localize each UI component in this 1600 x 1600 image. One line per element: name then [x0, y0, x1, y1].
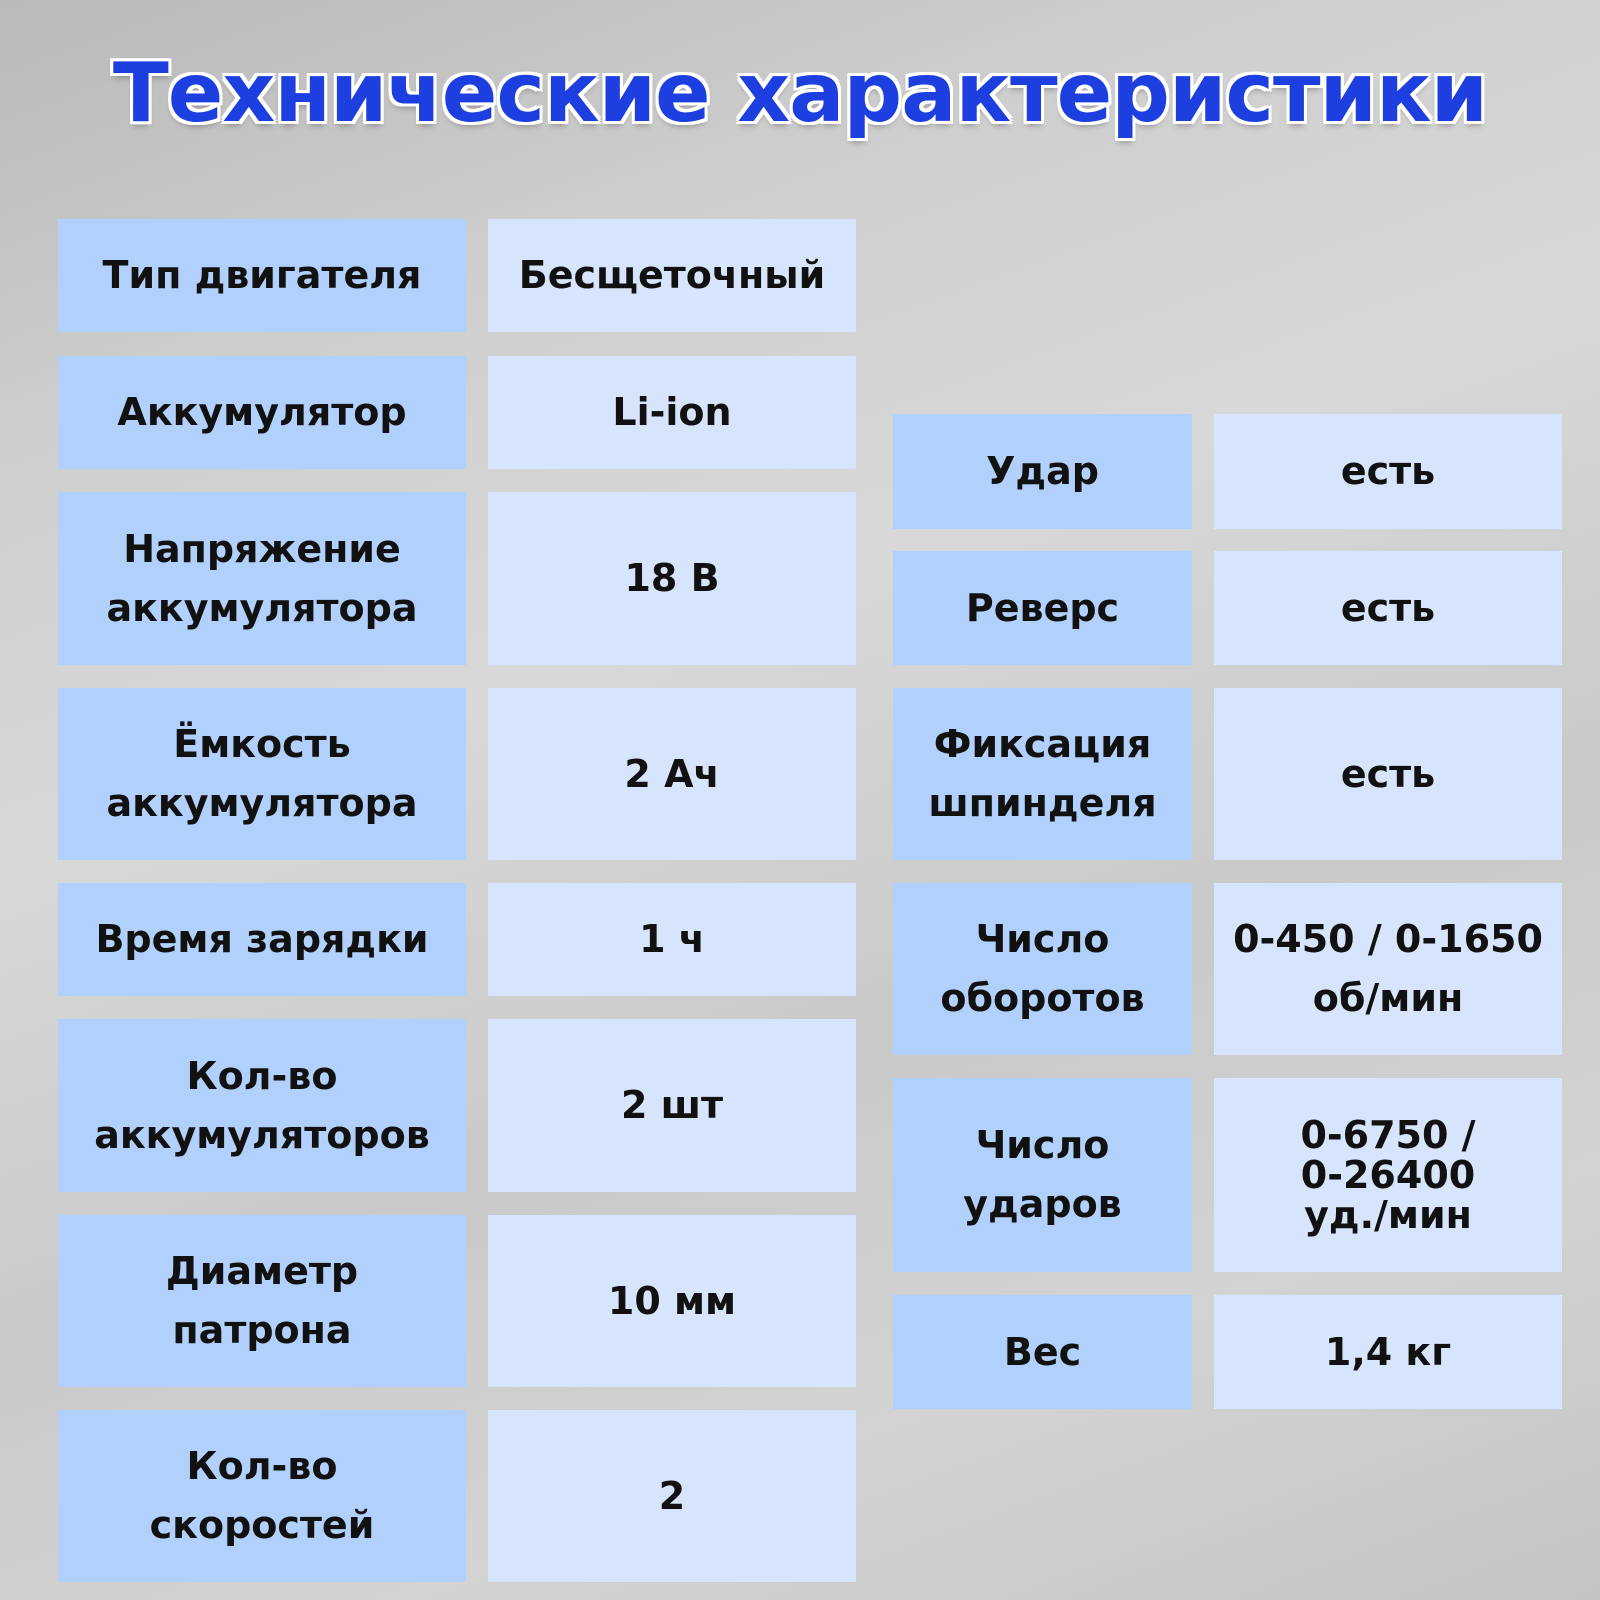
spec-value-battery-capacity: 2 Ач	[488, 688, 856, 860]
spec-key-charging-time: Время зарядки	[58, 883, 466, 996]
spec-value-battery-voltage: 18 В	[488, 492, 856, 665]
spec-key-battery: Аккумулятор	[58, 356, 466, 469]
spec-value-spindle-lock: есть	[1214, 688, 1562, 860]
spec-value-impact: есть	[1214, 414, 1562, 529]
spec-value-charging-time: 1 ч	[488, 883, 856, 996]
spec-key-rpm: Число оборотов	[893, 883, 1192, 1055]
spec-key-battery-voltage: Напряжение аккумулятора	[58, 492, 466, 665]
spec-key-weight: Вес	[893, 1295, 1192, 1409]
spec-value-speed-count: 2	[488, 1410, 856, 1582]
spec-value-rpm: 0-450 / 0-1650 об/мин	[1214, 883, 1562, 1055]
spec-value-reverse: есть	[1214, 551, 1562, 665]
spec-value-battery-count: 2 шт	[488, 1019, 856, 1192]
spec-value-impact-rate: 0-6750 / 0-26400 уд./мин	[1214, 1078, 1562, 1272]
spec-value-weight: 1,4 кг	[1214, 1295, 1562, 1409]
spec-key-battery-capacity: Ёмкость аккумулятора	[58, 688, 466, 860]
spec-key-speed-count: Кол-во скоростей	[58, 1410, 466, 1582]
spec-key-impact: Удар	[893, 414, 1192, 529]
spec-value-battery: Li-ion	[488, 356, 856, 469]
spec-key-motor-type: Тип двигателя	[58, 219, 466, 332]
spec-value-motor-type: Бесщеточный	[488, 219, 856, 332]
spec-key-chuck-diameter: Диаметр патрона	[58, 1215, 466, 1387]
page-title: Технические характеристики	[112, 46, 1488, 141]
spec-key-reverse: Реверс	[893, 551, 1192, 665]
spec-value-chuck-diameter: 10 мм	[488, 1215, 856, 1387]
spec-key-impact-rate: Число ударов	[893, 1078, 1192, 1272]
spec-key-battery-count: Кол-во аккумуляторов	[58, 1019, 466, 1192]
spec-key-spindle-lock: Фиксация шпинделя	[893, 688, 1192, 860]
